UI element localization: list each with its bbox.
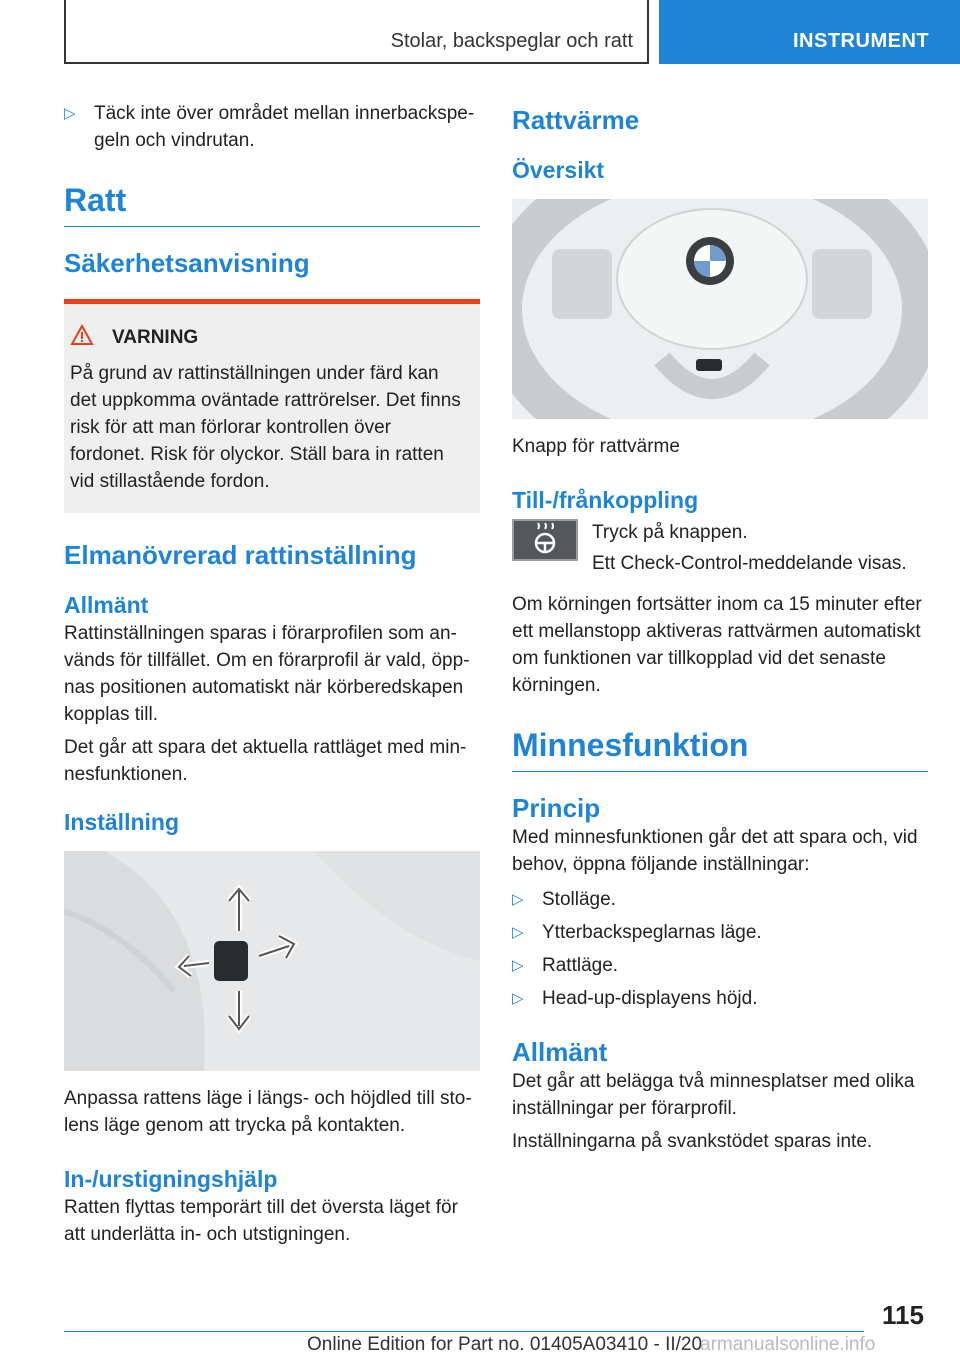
heading-allmant-left: Allmänt [64,592,149,618]
heading-princip: Princip [512,793,601,823]
header-chapter-title: INSTRUMENT [793,30,930,52]
heading-instig: In-/urstigningshjälp [64,1166,278,1192]
bullet-triangle-icon: ▷ [512,957,524,974]
list-item-text: Ytterbackspeglarnas läge. [542,922,762,943]
caption-oversikt: Knapp för rattvärme [512,436,680,457]
left-column [64,100,480,1248]
header-section-tab [64,0,649,64]
warning-text: På grund av rattinställningen under färd kan det uppkomma oväntade rattrörelser. Det finns risk för att man förlorar kontrollen över fordonet. Risk för olyckor. Ställ bara in ratten vid stillastående fordon. [70,363,461,492]
lever-illustration [64,851,480,1071]
heading-minnes: Minnesfunktion [512,725,928,772]
list-item-text: Stolläge. [542,889,616,910]
list-item-text: Head-up-displayens höjd. [542,988,758,1009]
list-item [512,886,928,913]
footer-rule [64,1331,864,1332]
paragraph-allmant-2: Det går att spara det aktuella rattläget med minnesfunktionen. [64,737,467,785]
steering-heat-button-icon [512,519,578,561]
list-item [512,985,928,1012]
list-item [512,919,928,946]
warning-triangle-icon [70,324,94,352]
bullet-triangle-icon: ▷ [512,990,524,1007]
page-number: 115 [882,1300,924,1330]
header-section-title: Stolar, backspeglar och ratt [390,30,633,52]
heading-oversikt: Översikt [512,157,605,183]
button-instruction-2: Ett Check-Control-meddelande visas. [592,553,907,574]
image-adjust-lever [64,851,480,1071]
paragraph-allmant-1: Rattinställningen sparas i förarprofilen som används för tillfället. Om en förarprofil är vald, öppnas positionen automatiskt när körberedskapen kopplas till. [64,623,470,725]
header-chapter-tab[interactable] [659,0,960,64]
bullet-mirror [64,100,480,154]
bullet-triangle-icon: ▷ [512,891,524,908]
heading-ratt: Ratt [64,180,480,227]
bullet-triangle-icon: ▷ [64,105,76,122]
footer-watermark: armanualsonline.info [700,1334,876,1355]
list-item-text: Rattläge. [542,955,619,976]
caption-install: Anpassa rattens läge i längs- och höjdled till stolens läge genom att trycka på kontakten. [64,1088,472,1136]
warning-box [64,299,480,513]
paragraph-instig: Ratten flyttas temporärt till det översta läget för att underlätta in- och utstigningen. [64,1197,458,1245]
button-instruction [512,519,928,577]
bullet-triangle-icon: ▷ [512,924,524,941]
paragraph-korning: Om körningen fortsätter inom ca 15 minuter efter ett mellanstopp aktiveras rattvärmen automatiskt om funktionen var tillkopplad vid det senaste körningen. [512,594,922,696]
list-item [512,952,928,979]
heading-rattvarme: Rattvärme [512,105,640,135]
paragraph-allmant-right-1: Det går att belägga två minnesplatser med olika inställningar per förarprofil. [512,1071,915,1119]
heading-tillfran: Till-/frånkoppling [512,487,699,513]
warning-title: VARNING [112,327,199,348]
heading-install: Inställning [64,809,179,835]
heading-allmant-right: Allmänt [512,1037,608,1067]
paragraph-princip: Med minnesfunktionen går det att spara och, vid behov, öppna följande inställningar: [512,827,918,875]
steering-wheel-illustration [512,199,928,419]
image-steering-wheel [512,199,928,419]
paragraph-allmant-right-2: Inställningarna på svankstödet sparas inte. [512,1131,873,1152]
bullet-text: Täck inte över området mellan innerbackspegeln och vindrutan. [94,103,475,151]
button-instruction-1: Tryck på knappen. [592,522,748,543]
heading-safety: Säkerhetsanvisning [64,248,310,278]
right-column [512,100,928,1155]
heading-elman: Elmanövrerad rattinställning [64,540,417,570]
footer-edition: Online Edition for Part no. 01405A03410 - II/20 [307,1334,703,1355]
